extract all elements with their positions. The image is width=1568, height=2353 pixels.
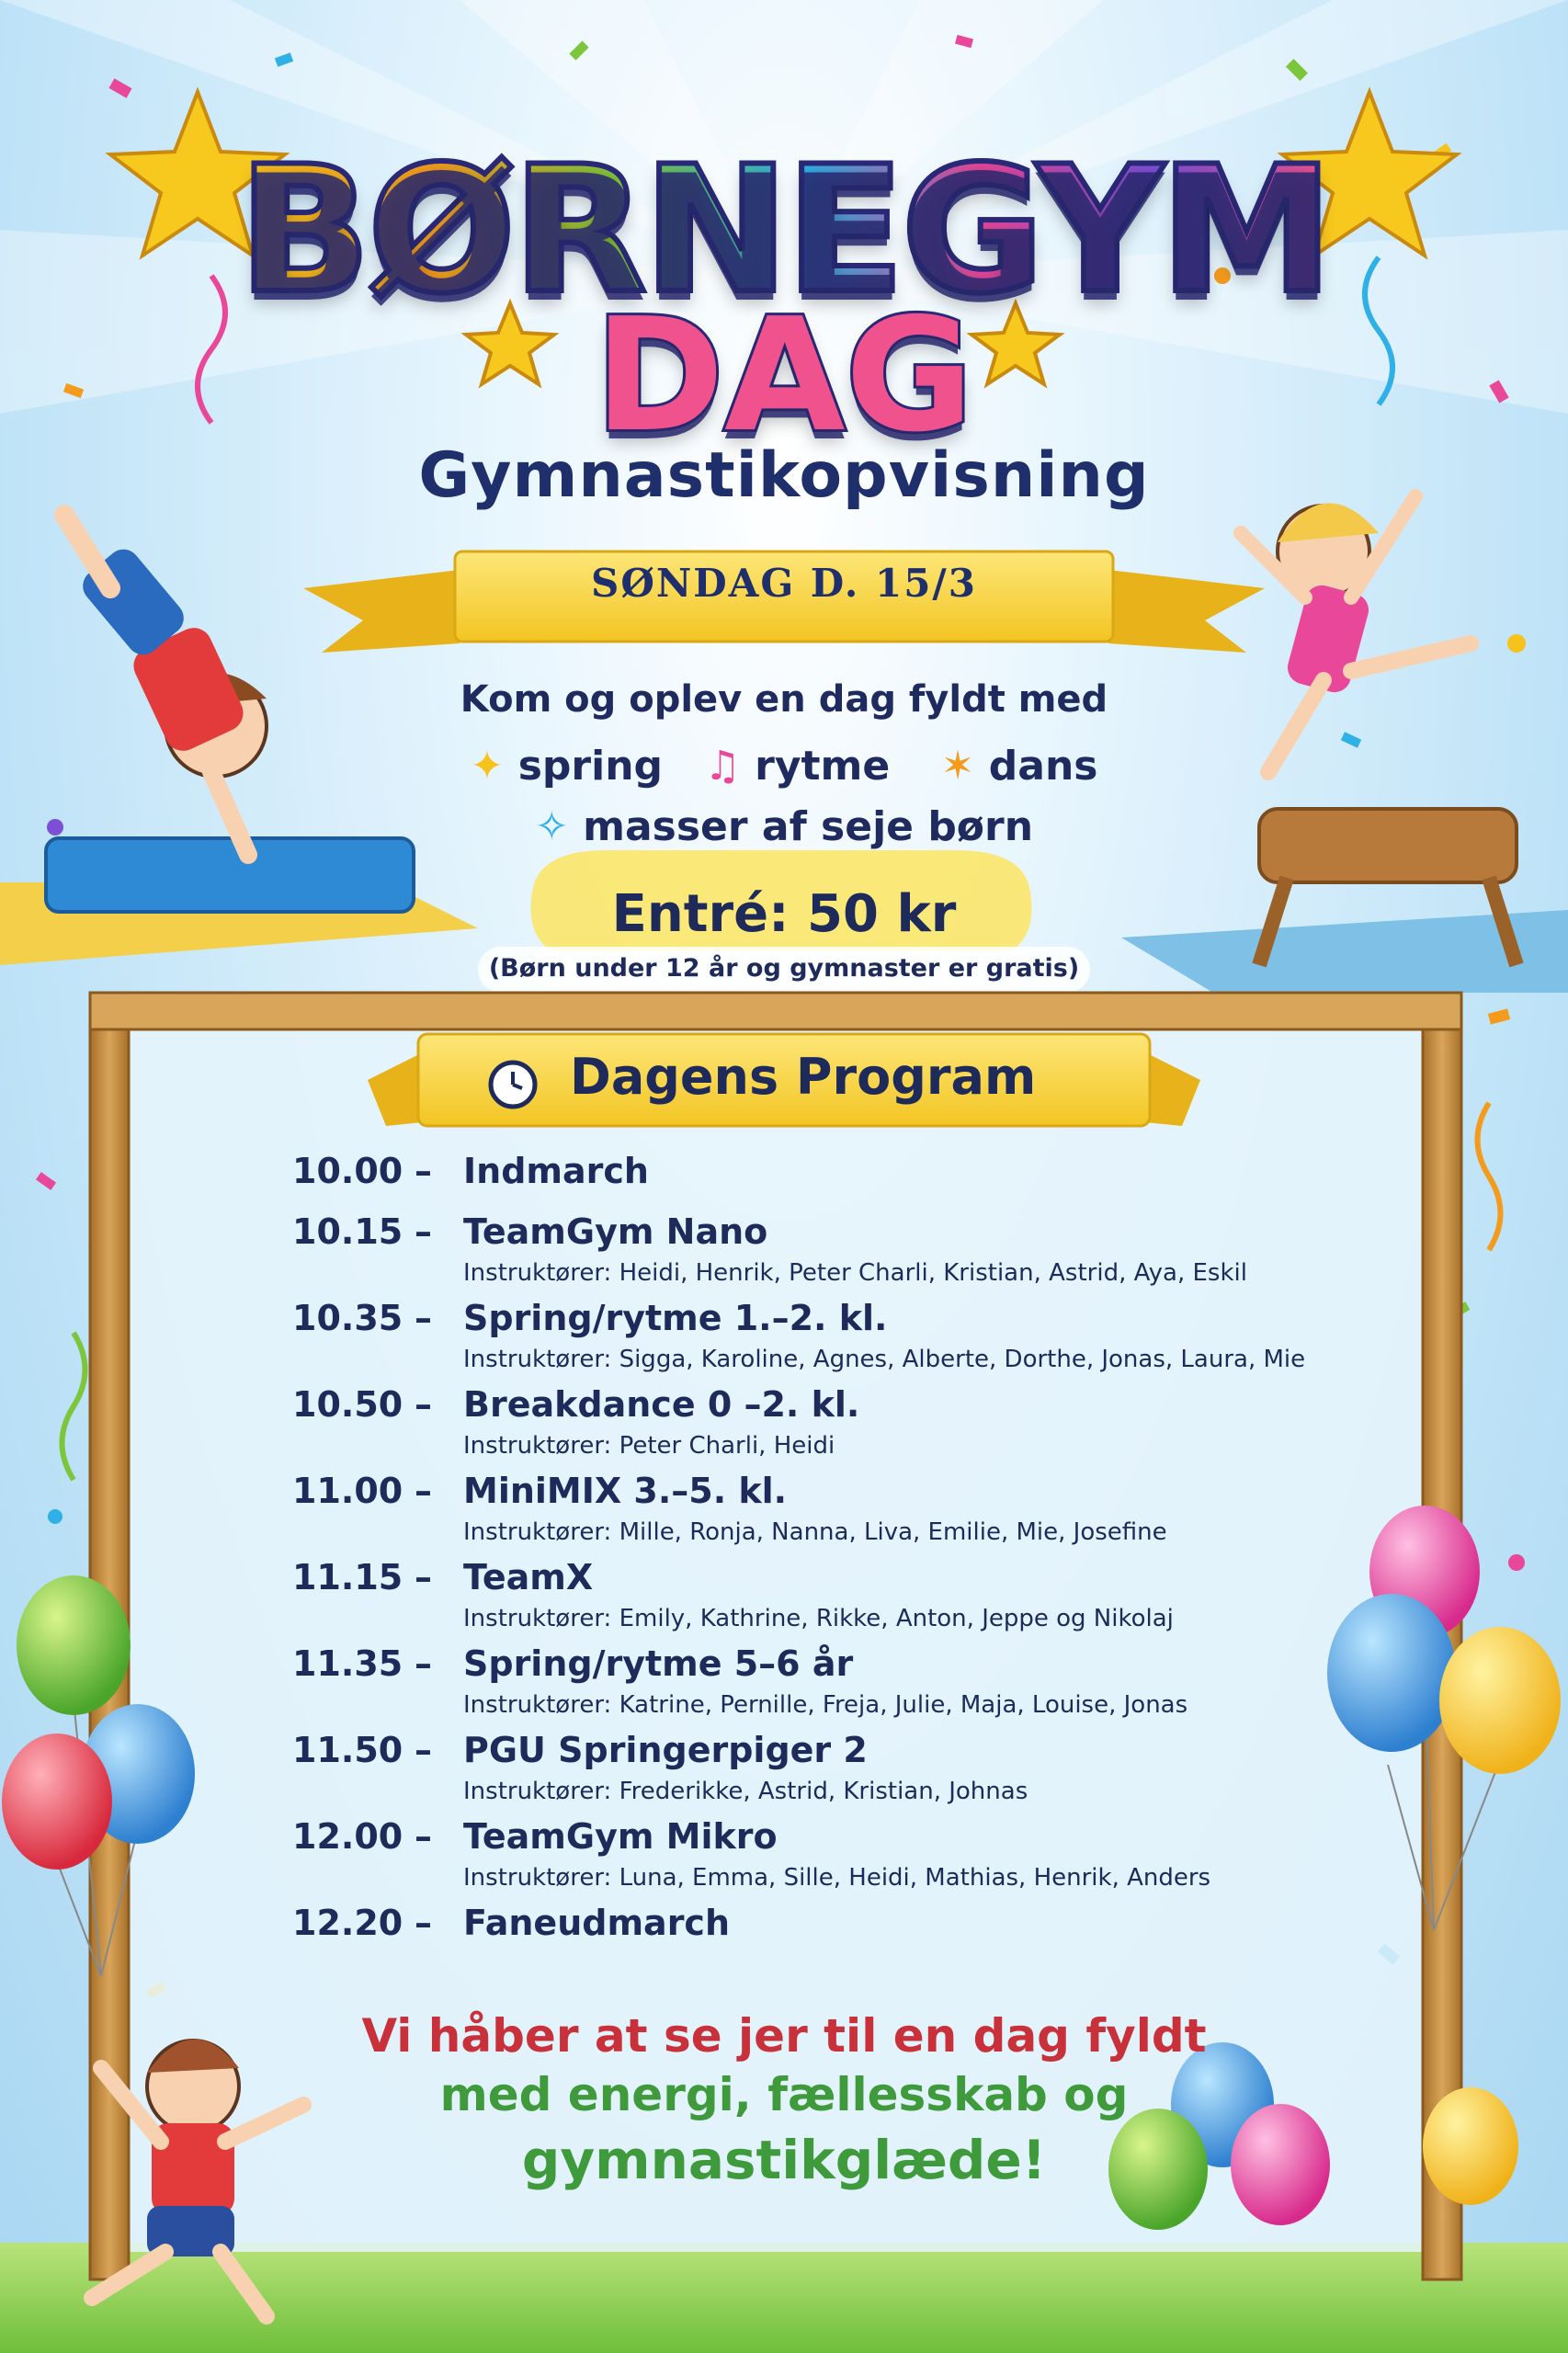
program-time: 10.50 — [292, 1384, 403, 1425]
program-title: Dagens Program — [570, 1048, 1037, 1106]
intro-line-3 — [0, 803, 1568, 850]
program-time: 10.35 — [292, 1298, 403, 1338]
intro-line-3-text: masser af seje børn — [583, 803, 1034, 850]
activity-spring: spring — [517, 743, 664, 790]
music-note-icon: ♫ — [704, 743, 756, 790]
program-time: 11.00 — [292, 1471, 403, 1511]
program-time: 11.35 — [292, 1643, 403, 1684]
activity-dans: dans — [988, 743, 1098, 790]
closing-line-2: med energi, fællesskab og — [439, 2068, 1129, 2121]
closing-line-3: gymnastikglæde! — [521, 2129, 1047, 2191]
program-name: Faneudmarch — [463, 1903, 731, 1943]
event-date: SØNDAG D. 15/3 — [591, 561, 977, 606]
program-dash: – — [415, 1211, 432, 1252]
program-instructors: Instruktører: Katrine, Pernille, Freja, Julie, Maja, Louise, Jonas — [463, 1691, 1188, 1719]
program-dash: – — [415, 1816, 432, 1857]
program-name: TeamGym Mikro — [463, 1816, 778, 1857]
girl-jumping-illustration — [1241, 496, 1471, 772]
sparkle-icon: ✦ — [470, 743, 518, 790]
program-dash: – — [415, 1151, 432, 1191]
dancer-icon: ✶ — [940, 743, 989, 790]
program-instructors: Instruktører: Emily, Kathrine, Rikke, Anton, Jeppe og Nikolaj — [463, 1605, 1174, 1632]
activity-rytme: rytme — [755, 743, 891, 790]
program-dash: – — [415, 1903, 432, 1943]
program-name: Spring/rytme 5–6 år — [463, 1643, 854, 1684]
program-instructors: Instruktører: Sigga, Karoline, Agnes, Alberte, Dorthe, Jonas, Laura, Mie — [463, 1346, 1306, 1373]
program-name: TeamX — [463, 1557, 594, 1597]
intro-activities — [0, 743, 1568, 790]
program-time: 10.15 — [292, 1211, 403, 1252]
title-word-1: BØRNEGYM — [238, 129, 1330, 332]
program-time: 12.20 — [292, 1903, 403, 1943]
program-time: 11.15 — [292, 1557, 403, 1597]
program-instructors: Instruktører: Frederikke, Astrid, Kristian, Johnas — [463, 1778, 1028, 1805]
program-dash: – — [415, 1730, 432, 1770]
program-name: Indmarch — [463, 1151, 649, 1191]
clock-icon — [485, 1055, 540, 1114]
program-instructors: Instruktører: Heidi, Henrik, Peter Charli, Kristian, Astrid, Aya, Eskil — [463, 1259, 1247, 1287]
program-time: 10.00 — [292, 1151, 403, 1191]
program-name: MiniMIX 3.–5. kl. — [463, 1471, 788, 1511]
program-instructors: Instruktører: Mille, Ronja, Nanna, Liva, Emilie, Mie, Josefine — [463, 1518, 1167, 1546]
closing-line-1: Vi håber at se jer til en dag fyldt — [361, 2009, 1207, 2063]
program-dash: – — [415, 1643, 432, 1684]
program-dash: – — [415, 1298, 432, 1338]
program-name: PGU Springerpiger 2 — [463, 1730, 868, 1770]
program-dash: – — [415, 1557, 432, 1597]
program-time: 11.50 — [292, 1730, 403, 1770]
program-name: TeamGym Nano — [463, 1211, 768, 1252]
program-instructors: Instruktører: Luna, Emma, Sille, Heidi, Mathias, Henrik, Anders — [463, 1864, 1211, 1892]
gymnast-icon: ✧ — [534, 803, 584, 850]
subtitle: Gymnastikopvisning — [418, 439, 1150, 512]
intro-line-1: Kom og oplev en dag fyldt med — [460, 678, 1108, 721]
program-name: Breakdance 0 –2. kl. — [463, 1384, 860, 1425]
program-time: 12.00 — [292, 1816, 403, 1857]
program-dash: – — [415, 1384, 432, 1425]
entry-price: Entré: 50 kr — [611, 884, 957, 944]
title-word-2: DAG — [594, 285, 974, 467]
program-dash: – — [415, 1471, 432, 1511]
entry-note: (Børn under 12 år og gymnaster er gratis) — [488, 954, 1080, 983]
program-name: Spring/rytme 1.–2. kl. — [463, 1298, 888, 1338]
program-instructors: Instruktører: Peter Charli, Heidi — [463, 1432, 835, 1460]
